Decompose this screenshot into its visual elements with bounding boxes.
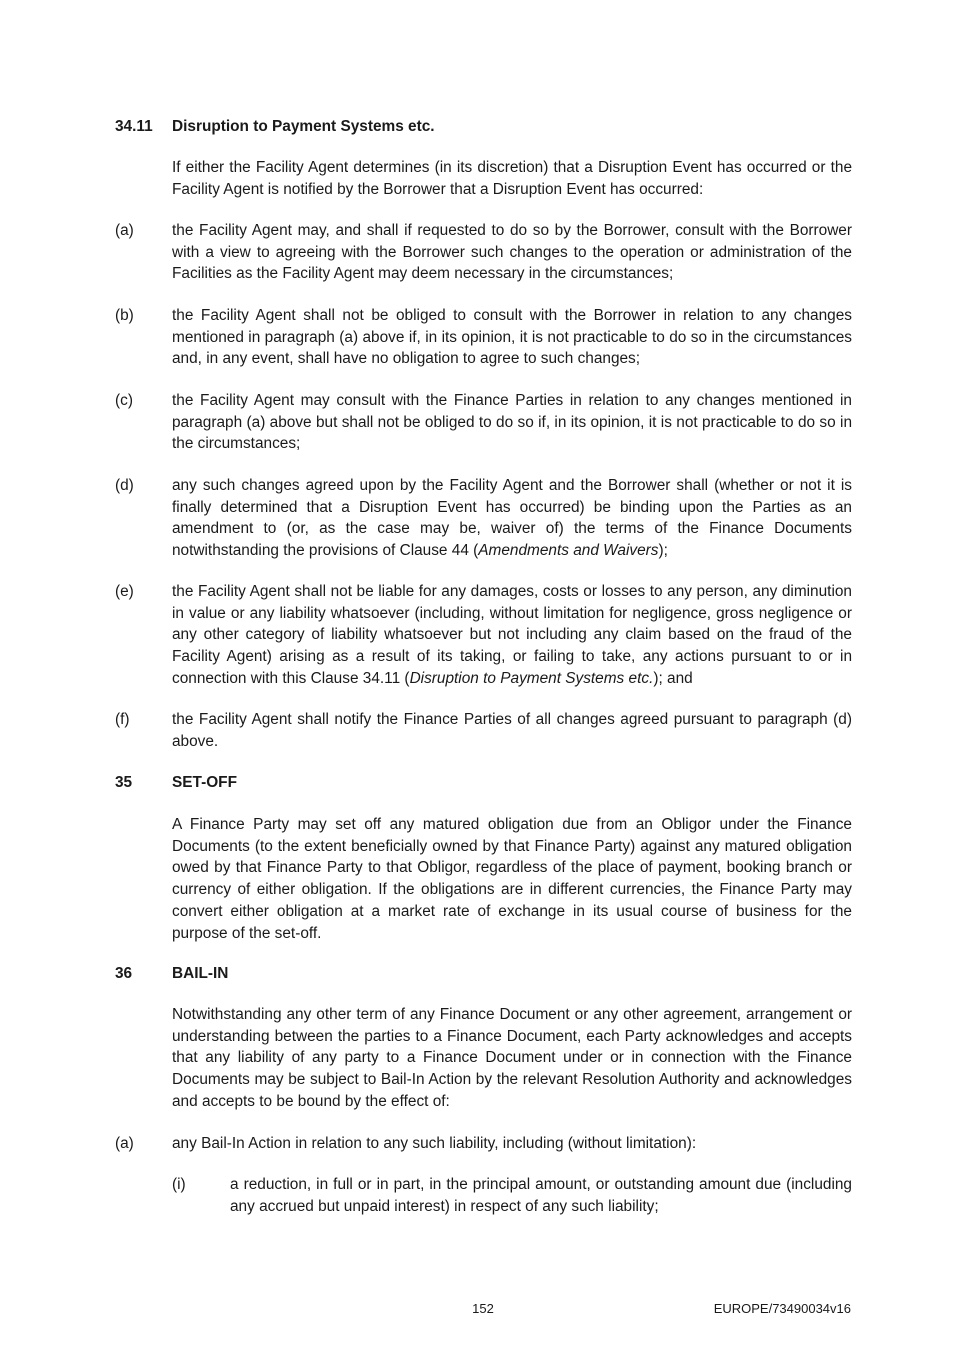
text-run: );	[658, 542, 668, 560]
page-number: 152	[472, 1301, 494, 1316]
paragraph-label: (a)	[115, 222, 134, 239]
clause-reference: Amendments and Waivers	[478, 542, 659, 560]
clause-reference: Disruption to Payment Systems etc.	[409, 669, 654, 687]
paragraph-label: (a)	[115, 1135, 134, 1152]
section-35-heading	[115, 772, 852, 794]
paragraph-label: (e)	[115, 583, 134, 600]
paragraph-f	[115, 709, 852, 752]
text-run: any such changes agreed upon by the Facility Agent and the Borrower shall (whether or not it is finally determined that a Disruption Event has occurred) be binding upon the Parties as an amendment to (or, as the case may be, waiver of) the terms of the Finance Documents notwithstanding the provisions of Clause 44 (	[172, 477, 852, 560]
bail-in-subparagraph-i	[172, 1174, 852, 1217]
paragraph-text: the Facility Agent shall notify the Finance Parties of all changes agreed pursuant to paragraph (d) above.	[172, 711, 852, 750]
paragraph-label: (d)	[115, 477, 134, 494]
section-number: 35	[115, 774, 133, 791]
paragraph-a	[115, 220, 852, 285]
paragraph-text	[172, 581, 852, 690]
section-35-body: A Finance Party may set off any matured obligation due from an Obligor under the Finance Documents (to the extent beneficially owned by that Finance Party) against any matured obligation owed by that Finance Party to that Obligor, regardless of the place of payment, booking branch or currency of either obligation. If the obligations are in different currencies, the Finance Party may convert either obligation at a market rate of exchange in its usual course of business for the purpose of the set-off.	[172, 816, 852, 942]
paragraph-d	[115, 475, 852, 562]
paragraph-text	[172, 475, 852, 562]
paragraph-label: (b)	[115, 307, 134, 324]
section-36-heading	[115, 963, 852, 985]
paragraph-text: any Bail-In Action in relation to any such liability, including (without limitation):	[172, 1135, 697, 1152]
text-run: ); and	[653, 669, 693, 687]
paragraph-c	[115, 390, 852, 455]
paragraph-label: (f)	[115, 711, 130, 728]
paragraph-b	[115, 305, 852, 370]
section-number: 36	[115, 965, 133, 982]
subparagraph-text: a reduction, in full or in part, in the principal amount, or outstanding amount due (including any accrued but unpaid interest) in respect of any such liability;	[230, 1176, 852, 1215]
paragraph-text: the Facility Agent may consult with the Finance Parties in relation to any changes mentioned in paragraph (a) above but shall not be obliged to do so if, in its opinion, it is not practicable to do so in the circumstances;	[172, 392, 852, 453]
text-run: the Facility Agent shall not be liable for any damages, costs or losses to any person, any diminution in value or any liability whatsoever (including, without limitation for negligence, gross negligence or any other category of liability whatsoever but not including any claim based on the fraud of the Facility Agent) arising as a result of its taking, or failing to take, any actions pursuant to or in connection with this Clause 34.11 (	[172, 583, 852, 687]
subparagraph-label: (i)	[172, 1176, 186, 1193]
section-title: BAIL-IN	[172, 965, 229, 982]
document-reference: EUROPE/73490034v16	[713, 1301, 851, 1316]
paragraph-text: the Facility Agent shall not be obliged to consult with the Borrower in relation to any changes mentioned in paragraph (a) above if, in its opinion, it is not practicable to do so in the circumstances and, in any event, shall have no obligation to agree to such changes;	[172, 307, 852, 368]
section-number: 34.11	[115, 118, 153, 135]
section-title: Disruption to Payment Systems etc.	[172, 118, 435, 135]
section-34-11-intro: If either the Facility Agent determines (in its discretion) that a Disruption Event has occurred or the Facility Agent is notified by the Borrower that a Disruption Event has occurred:	[172, 159, 852, 198]
section-36-body: Notwithstanding any other term of any Finance Document or any other agreement, arrangement or understanding between the parties to a Finance Document, each Party acknowledges and accepts that any liability of any party to a Finance Document under or in connection with the Finance Documents may be subject to Bail-In Action by the relevant Resolution Authority and acknowledges and accepts to be bound by the effect of:	[172, 1006, 852, 1110]
paragraph-text: the Facility Agent may, and shall if requested to do so by the Borrower, consult with the Borrower with a view to agreeing with the Borrower such changes to the operation or administration of the Facilities as the Facility Agent may deem necessary in the circumstances;	[172, 222, 852, 283]
bail-in-paragraph-a	[115, 1133, 852, 1155]
paragraph-label: (c)	[115, 392, 133, 409]
section-34-11-heading	[115, 116, 852, 138]
section-title: SET-OFF	[172, 774, 237, 791]
paragraph-e	[115, 581, 852, 690]
